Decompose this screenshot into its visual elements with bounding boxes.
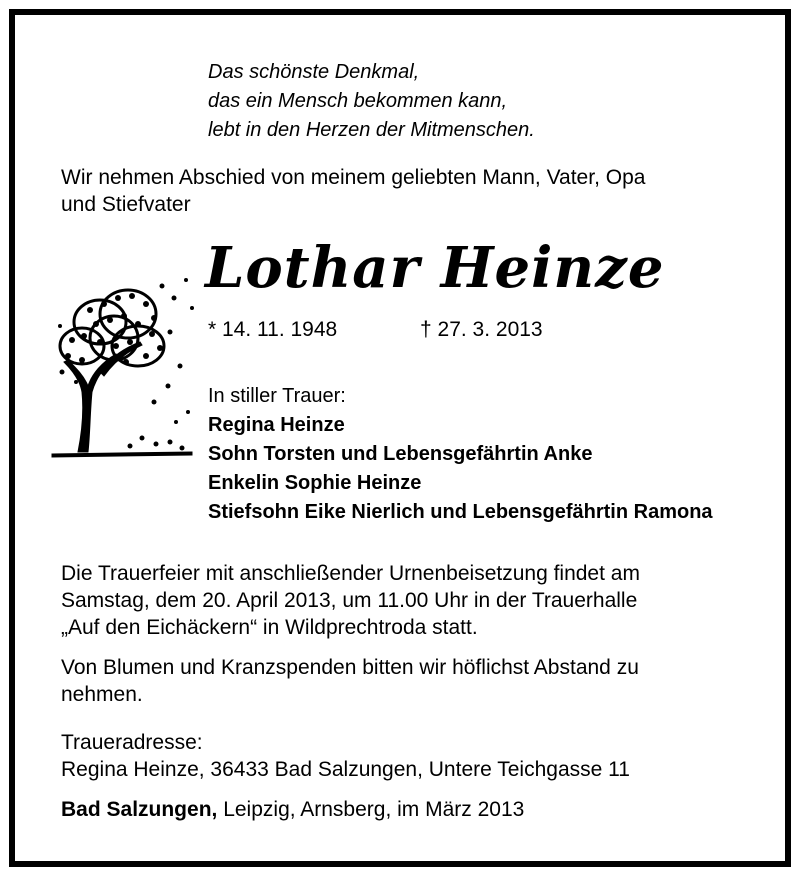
death-date: † 27. 3. 2013 — [420, 318, 543, 341]
quote-line: das ein Mensch bekommen kann, — [208, 90, 508, 112]
tree-icon — [42, 262, 202, 462]
birth-date: * 14. 11. 1948 — [208, 318, 338, 341]
mourner-name: Enkelin Sophie Heinze — [208, 472, 422, 494]
intro-line: Wir nehmen Abschied von meinem geliebten Mann, Vater, Opa — [61, 166, 646, 189]
mourners-heading: In stiller Trauer: — [208, 385, 346, 407]
address-value: Regina Heinze, 36433 Bad Salzungen, Untere Teichgasse 11 — [61, 758, 630, 781]
ceremony-line: „Auf den Eichäckern“ in Wildprechtroda statt. — [61, 616, 478, 639]
ceremony-line: Die Trauerfeier mit anschließender Urnenbeisetzung findet am — [61, 562, 640, 585]
quote-line: lebt in den Herzen der Mitmenschen. — [208, 119, 535, 141]
flowers-line: nehmen. — [61, 683, 143, 706]
address-label: Traueradresse: — [61, 731, 203, 754]
mourner-name: Sohn Torsten und Lebensgefährtin Anke — [208, 443, 593, 465]
mourner-name: Regina Heinze — [208, 414, 345, 436]
footer-rest: Leipzig, Arnsberg, im März 2013 — [217, 798, 525, 821]
flowers-line: Von Blumen und Kranzspenden bitten wir höflichst Abstand zu — [61, 656, 639, 679]
quote-line: Das schönste Denkmal, — [208, 61, 420, 83]
ceremony-line: Samstag, dem 20. April 2013, um 11.00 Uhr in der Trauerhalle — [61, 589, 638, 612]
footer-line — [61, 796, 524, 824]
quote — [208, 58, 535, 145]
footer-place: Bad Salzungen, — [61, 798, 218, 821]
mourner-name: Stiefsohn Eike Nierlich und Lebensgefährtin Ramona — [208, 501, 713, 523]
intro-line: und Stiefvater — [61, 193, 191, 216]
mourners-block — [208, 382, 713, 527]
deceased-name: Lothar Heinze — [205, 235, 665, 301]
